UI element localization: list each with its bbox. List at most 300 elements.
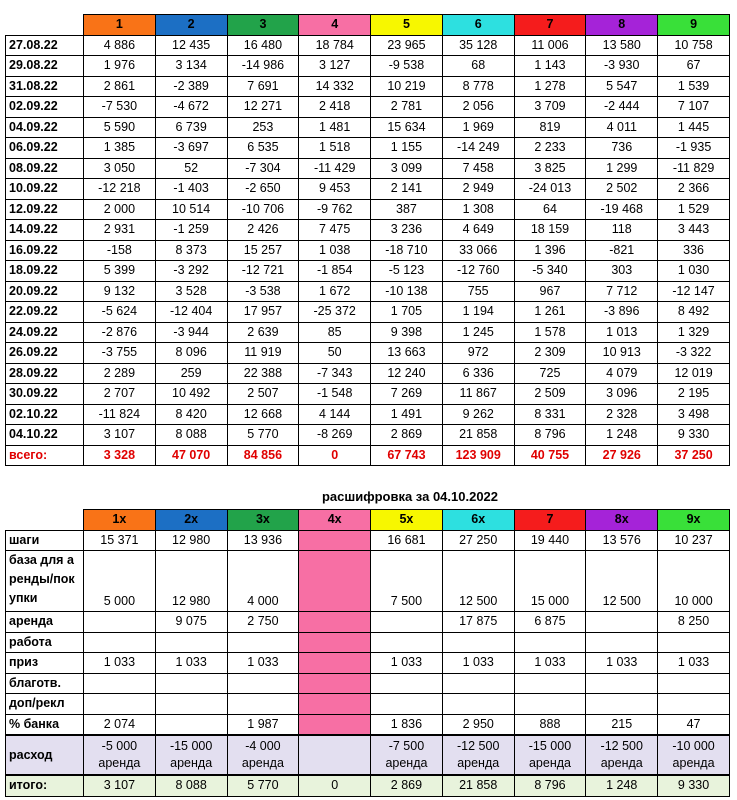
- value-cell: 9 453: [299, 179, 371, 200]
- value-cell: 1 578: [514, 322, 586, 343]
- value-cell: 7 712: [586, 281, 658, 302]
- value-cell: 1 308: [442, 199, 514, 220]
- value-cell: 967: [514, 281, 586, 302]
- breakdown-header-row: [6, 510, 730, 531]
- value-cell: -5 624: [84, 302, 156, 323]
- row-label: благотв.: [6, 673, 84, 694]
- total-cell: 47 070: [155, 445, 227, 466]
- value-cell: -24 013: [514, 179, 586, 200]
- value-cell: 1 705: [371, 302, 443, 323]
- value-cell: 12 271: [227, 97, 299, 118]
- value-cell: 10 913: [586, 343, 658, 364]
- value-cell: 2 426: [227, 220, 299, 241]
- value-cell: 8 796: [514, 425, 586, 446]
- breakdown-cell: 15 000: [514, 551, 586, 612]
- value-cell: 1 299: [586, 158, 658, 179]
- value-cell: 1 491: [371, 404, 443, 425]
- table-row: [6, 220, 730, 241]
- breakdown-cell: [371, 612, 443, 633]
- value-cell: 1 261: [514, 302, 586, 323]
- value-cell: 2 366: [658, 179, 730, 200]
- value-cell: -11 429: [299, 158, 371, 179]
- value-cell: 2 000: [84, 199, 156, 220]
- value-cell: 8 492: [658, 302, 730, 323]
- row-date: 18.09.22: [6, 261, 84, 282]
- breakdown-cell: [514, 632, 586, 653]
- table-row: [6, 179, 730, 200]
- value-cell: 755: [442, 281, 514, 302]
- value-cell: 17 957: [227, 302, 299, 323]
- expense-note: аренда: [457, 756, 500, 770]
- value-cell: 7 458: [442, 158, 514, 179]
- breakdown-cell: [299, 612, 371, 633]
- value-cell: 9 132: [84, 281, 156, 302]
- value-cell: -25 372: [299, 302, 371, 323]
- value-cell: 33 066: [442, 240, 514, 261]
- breakdown-cell: [371, 673, 443, 694]
- expense-note: аренда: [170, 756, 213, 770]
- value-cell: 2 141: [371, 179, 443, 200]
- breakdown-cell: [227, 694, 299, 715]
- breakdown-cell: [658, 694, 730, 715]
- value-cell: -821: [586, 240, 658, 261]
- breakdown-cell: 12 500: [586, 551, 658, 612]
- value-cell: 3 107: [84, 425, 156, 446]
- total-cell: 40 755: [514, 445, 586, 466]
- value-cell: 3 709: [514, 97, 586, 118]
- value-cell: -1 854: [299, 261, 371, 282]
- value-cell: 8 088: [155, 425, 227, 446]
- value-cell: 1 481: [299, 117, 371, 138]
- expense-cell: [586, 735, 658, 775]
- row-date: 02.10.22: [6, 404, 84, 425]
- value-cell: 1 278: [514, 76, 586, 97]
- value-cell: 18 159: [514, 220, 586, 241]
- expense-amount: -12 500: [457, 739, 500, 753]
- row-date: 06.09.22: [6, 138, 84, 159]
- value-cell: 1 143: [514, 56, 586, 77]
- expense-amount: -12 500: [600, 739, 643, 753]
- total-cell: 123 909: [442, 445, 514, 466]
- total-cell: 3 328: [84, 445, 156, 466]
- value-cell: 9 398: [371, 322, 443, 343]
- breakdown-cell: 6 875: [514, 612, 586, 633]
- value-cell: -7 343: [299, 363, 371, 384]
- value-cell: 3 127: [299, 56, 371, 77]
- value-cell: 303: [586, 261, 658, 282]
- column-header-1: 1: [84, 15, 156, 36]
- value-cell: 23 965: [371, 35, 443, 56]
- value-cell: -5 340: [514, 261, 586, 282]
- breakdown-cell: 13 576: [586, 530, 658, 551]
- breakdown-cell: [299, 632, 371, 653]
- table-row: [6, 384, 730, 405]
- value-cell: 5 547: [586, 76, 658, 97]
- value-cell: 2 861: [84, 76, 156, 97]
- value-cell: 6 336: [442, 363, 514, 384]
- breakdown-cell: 1 987: [227, 714, 299, 735]
- value-cell: 819: [514, 117, 586, 138]
- column-header-9: 9: [658, 15, 730, 36]
- breakdown-cell: 47: [658, 714, 730, 735]
- column-header-8: 8: [586, 15, 658, 36]
- value-cell: 7 691: [227, 76, 299, 97]
- value-cell: 7 269: [371, 384, 443, 405]
- value-cell: -19 468: [586, 199, 658, 220]
- breakdown-cell: [658, 632, 730, 653]
- breakdown-cell: 1 033: [442, 653, 514, 674]
- total-cell: 27 926: [586, 445, 658, 466]
- value-cell: 2 931: [84, 220, 156, 241]
- value-cell: 2 707: [84, 384, 156, 405]
- value-cell: 2 233: [514, 138, 586, 159]
- total-cell: 67 743: [371, 445, 443, 466]
- value-cell: 35 128: [442, 35, 514, 56]
- breakdown-cell: 1 033: [371, 653, 443, 674]
- value-cell: 6 535: [227, 138, 299, 159]
- table-row: [6, 281, 730, 302]
- value-cell: 12 019: [658, 363, 730, 384]
- value-cell: 336: [658, 240, 730, 261]
- breakdown-row-work: [6, 632, 730, 653]
- value-cell: 736: [586, 138, 658, 159]
- value-cell: -12 721: [227, 261, 299, 282]
- breakdown-cell: 2 750: [227, 612, 299, 633]
- value-cell: -12 218: [84, 179, 156, 200]
- value-cell: 4 886: [84, 35, 156, 56]
- breakdown-table: [5, 509, 730, 797]
- value-cell: 1 518: [299, 138, 371, 159]
- corner-cell: [6, 15, 84, 36]
- value-cell: 8 420: [155, 404, 227, 425]
- breakdown-row-steps: [6, 530, 730, 551]
- row-date: 04.09.22: [6, 117, 84, 138]
- value-cell: -8 269: [299, 425, 371, 446]
- row-date: 02.09.22: [6, 97, 84, 118]
- value-cell: 3 096: [586, 384, 658, 405]
- table-row: [6, 240, 730, 261]
- breakdown-cell: [84, 612, 156, 633]
- value-cell: 118: [586, 220, 658, 241]
- value-cell: 5 399: [84, 261, 156, 282]
- value-cell: -1 259: [155, 220, 227, 241]
- value-cell: -11 829: [658, 158, 730, 179]
- value-cell: 1 672: [299, 281, 371, 302]
- value-cell: 4 079: [586, 363, 658, 384]
- value-cell: -158: [84, 240, 156, 261]
- value-cell: 7 475: [299, 220, 371, 241]
- grand-total-cell: 5 770: [227, 775, 299, 796]
- value-cell: 7 107: [658, 97, 730, 118]
- value-cell: -1 935: [658, 138, 730, 159]
- value-cell: -2 444: [586, 97, 658, 118]
- value-cell: -1 403: [155, 179, 227, 200]
- breakdown-cell: [371, 632, 443, 653]
- value-cell: 21 858: [442, 425, 514, 446]
- table-row: [6, 56, 730, 77]
- column-header-3: 3: [227, 15, 299, 36]
- expense-note: аренда: [672, 756, 715, 770]
- expense-cell: [299, 735, 371, 775]
- breakdown-cell: 13 936: [227, 530, 299, 551]
- breakdown-cell: [155, 632, 227, 653]
- row-date: 12.09.22: [6, 199, 84, 220]
- grand-total-cell: 21 858: [442, 775, 514, 796]
- breakdown-cell: [84, 694, 156, 715]
- expense-cell: [155, 735, 227, 775]
- breakdown-cell: [227, 632, 299, 653]
- value-cell: 52: [155, 158, 227, 179]
- breakdown-cell: [442, 673, 514, 694]
- breakdown-cell: 1 033: [586, 653, 658, 674]
- value-cell: 67: [658, 56, 730, 77]
- expense-cell: [514, 735, 586, 775]
- breakdown-row-prize: [6, 653, 730, 674]
- value-cell: 12 435: [155, 35, 227, 56]
- breakdown-row-total: [6, 775, 730, 796]
- value-cell: 1 194: [442, 302, 514, 323]
- breakdown-column-header-4: 4х: [299, 510, 371, 531]
- value-cell: -3 322: [658, 343, 730, 364]
- grand-total-cell: 8 796: [514, 775, 586, 796]
- expense-amount: -4 000: [245, 739, 281, 753]
- breakdown-cell: [514, 673, 586, 694]
- grand-total-cell: 8 088: [155, 775, 227, 796]
- value-cell: 2 949: [442, 179, 514, 200]
- grand-total-cell: 9 330: [658, 775, 730, 796]
- breakdown-cell: [371, 694, 443, 715]
- value-cell: 13 663: [371, 343, 443, 364]
- value-cell: 725: [514, 363, 586, 384]
- value-cell: -10 706: [227, 199, 299, 220]
- value-cell: 4 144: [299, 404, 371, 425]
- expense-cell: [227, 735, 299, 775]
- total-cell: 0: [299, 445, 371, 466]
- value-cell: -3 896: [586, 302, 658, 323]
- value-cell: 4 649: [442, 220, 514, 241]
- column-header-7: 7: [514, 15, 586, 36]
- value-cell: 85: [299, 322, 371, 343]
- value-cell: 3 134: [155, 56, 227, 77]
- value-cell: -2 389: [155, 76, 227, 97]
- value-cell: 2 507: [227, 384, 299, 405]
- table-row: [6, 404, 730, 425]
- value-cell: 3 443: [658, 220, 730, 241]
- breakdown-cell: 10 000: [658, 551, 730, 612]
- value-cell: 2 195: [658, 384, 730, 405]
- value-cell: 3 498: [658, 404, 730, 425]
- value-cell: 3 099: [371, 158, 443, 179]
- breakdown-column-header-8: 8х: [586, 510, 658, 531]
- table-row: [6, 302, 730, 323]
- value-cell: 2 289: [84, 363, 156, 384]
- row-date: 04.10.22: [6, 425, 84, 446]
- value-cell: 8 331: [514, 404, 586, 425]
- value-cell: 11 006: [514, 35, 586, 56]
- breakdown-cell: 2 950: [442, 714, 514, 735]
- row-label: аренда: [6, 612, 84, 633]
- table-row: [6, 261, 730, 282]
- value-cell: 10 219: [371, 76, 443, 97]
- breakdown-cell: [586, 694, 658, 715]
- value-cell: 64: [514, 199, 586, 220]
- value-cell: 6 739: [155, 117, 227, 138]
- value-cell: -12 404: [155, 302, 227, 323]
- breakdown-cell: 9 075: [155, 612, 227, 633]
- breakdown-cell: 7 500: [371, 551, 443, 612]
- breakdown-cell: 12 980: [155, 530, 227, 551]
- value-cell: -11 824: [84, 404, 156, 425]
- breakdown-cell: [299, 673, 371, 694]
- expense-cell: [84, 735, 156, 775]
- breakdown-row-base: [6, 551, 730, 612]
- row-label: база для аренды/покупки: [6, 551, 84, 612]
- breakdown-cell: 15 371: [84, 530, 156, 551]
- breakdown-column-header-5: 5х: [371, 510, 443, 531]
- row-date: 27.08.22: [6, 35, 84, 56]
- breakdown-title: расшифровка за 04.10.2022: [321, 489, 499, 504]
- value-cell: -3 697: [155, 138, 227, 159]
- value-cell: 1 155: [371, 138, 443, 159]
- row-date: 29.08.22: [6, 56, 84, 77]
- value-cell: 2 869: [371, 425, 443, 446]
- breakdown-cell: [658, 673, 730, 694]
- value-cell: 11 919: [227, 343, 299, 364]
- breakdown-cell: [514, 694, 586, 715]
- results-table: [5, 14, 730, 466]
- value-cell: -9 762: [299, 199, 371, 220]
- column-header-2: 2: [155, 15, 227, 36]
- value-cell: 12 240: [371, 363, 443, 384]
- column-header-5: 5: [371, 15, 443, 36]
- breakdown-row-ads: [6, 694, 730, 715]
- breakdown-cell: [299, 653, 371, 674]
- value-cell: -3 538: [227, 281, 299, 302]
- breakdown-cell: [84, 632, 156, 653]
- value-cell: -7 304: [227, 158, 299, 179]
- breakdown-cell: 1 033: [227, 653, 299, 674]
- breakdown-cell: [586, 612, 658, 633]
- value-cell: 1 013: [586, 322, 658, 343]
- column-header-4: 4: [299, 15, 371, 36]
- expense-note: аренда: [98, 756, 141, 770]
- breakdown-cell: 2 074: [84, 714, 156, 735]
- value-cell: 10 514: [155, 199, 227, 220]
- value-cell: 8 778: [442, 76, 514, 97]
- row-label: расход: [6, 735, 84, 775]
- breakdown-cell: [84, 673, 156, 694]
- value-cell: 1 529: [658, 199, 730, 220]
- value-cell: 2 781: [371, 97, 443, 118]
- expense-cell: [442, 735, 514, 775]
- row-date: 24.09.22: [6, 322, 84, 343]
- breakdown-cell: 10 237: [658, 530, 730, 551]
- row-date: 20.09.22: [6, 281, 84, 302]
- breakdown-cell: 4 000: [227, 551, 299, 612]
- value-cell: 1 539: [658, 76, 730, 97]
- row-date: 31.08.22: [6, 76, 84, 97]
- row-date: 30.09.22: [6, 384, 84, 405]
- grand-total-cell: 2 869: [371, 775, 443, 796]
- value-cell: 259: [155, 363, 227, 384]
- breakdown-cell: [442, 632, 514, 653]
- value-cell: 16 480: [227, 35, 299, 56]
- expense-amount: -10 000: [672, 739, 715, 753]
- row-date: 10.09.22: [6, 179, 84, 200]
- breakdown-column-header-7: 7: [514, 510, 586, 531]
- breakdown-column-header-6: 6х: [442, 510, 514, 531]
- expense-cell: [658, 735, 730, 775]
- table-row: [6, 343, 730, 364]
- table-row: [6, 117, 730, 138]
- row-date: 08.09.22: [6, 158, 84, 179]
- breakdown-column-header-1: 1х: [84, 510, 156, 531]
- value-cell: 2 328: [586, 404, 658, 425]
- breakdown-cell: 5 000: [84, 551, 156, 612]
- row-label: шаги: [6, 530, 84, 551]
- expense-amount: -5 000: [101, 739, 138, 753]
- total-cell: 84 856: [227, 445, 299, 466]
- value-cell: 12 668: [227, 404, 299, 425]
- breakdown-cell: 888: [514, 714, 586, 735]
- value-cell: 1 248: [586, 425, 658, 446]
- expense-note: аренда: [528, 756, 571, 770]
- table-row: [6, 97, 730, 118]
- value-cell: 1 976: [84, 56, 156, 77]
- value-cell: -1 548: [299, 384, 371, 405]
- value-cell: -3 944: [155, 322, 227, 343]
- column-header-row: [6, 15, 730, 36]
- row-date: 28.09.22: [6, 363, 84, 384]
- value-cell: 1 329: [658, 322, 730, 343]
- value-cell: 1 445: [658, 117, 730, 138]
- value-cell: 1 038: [299, 240, 371, 261]
- value-cell: -2 650: [227, 179, 299, 200]
- value-cell: 4 011: [586, 117, 658, 138]
- column-header-6: 6: [442, 15, 514, 36]
- value-cell: 5 770: [227, 425, 299, 446]
- value-cell: 3 528: [155, 281, 227, 302]
- table-row: [6, 158, 730, 179]
- value-cell: -3 930: [586, 56, 658, 77]
- breakdown-cell: [586, 632, 658, 653]
- value-cell: 13 580: [586, 35, 658, 56]
- breakdown-column-header-2: 2х: [155, 510, 227, 531]
- breakdown-cell: 1 836: [371, 714, 443, 735]
- breakdown-cell: [586, 673, 658, 694]
- row-label: итого:: [6, 775, 84, 796]
- value-cell: -14 249: [442, 138, 514, 159]
- value-cell: 972: [442, 343, 514, 364]
- breakdown-cell: [442, 694, 514, 715]
- value-cell: 8 373: [155, 240, 227, 261]
- breakdown-cell: [227, 673, 299, 694]
- value-cell: -3 755: [84, 343, 156, 364]
- value-cell: -9 538: [371, 56, 443, 77]
- breakdown-cell: 1 033: [658, 653, 730, 674]
- value-cell: -7 530: [84, 97, 156, 118]
- breakdown-cell: [155, 673, 227, 694]
- value-cell: 1 030: [658, 261, 730, 282]
- table-row: [6, 199, 730, 220]
- expense-note: аренда: [600, 756, 643, 770]
- breakdown-cell: 19 440: [514, 530, 586, 551]
- value-cell: 10 492: [155, 384, 227, 405]
- grand-total-cell: 0: [299, 775, 371, 796]
- breakdown-column-header-3: 3х: [227, 510, 299, 531]
- total-cell: 37 250: [658, 445, 730, 466]
- value-cell: -12 147: [658, 281, 730, 302]
